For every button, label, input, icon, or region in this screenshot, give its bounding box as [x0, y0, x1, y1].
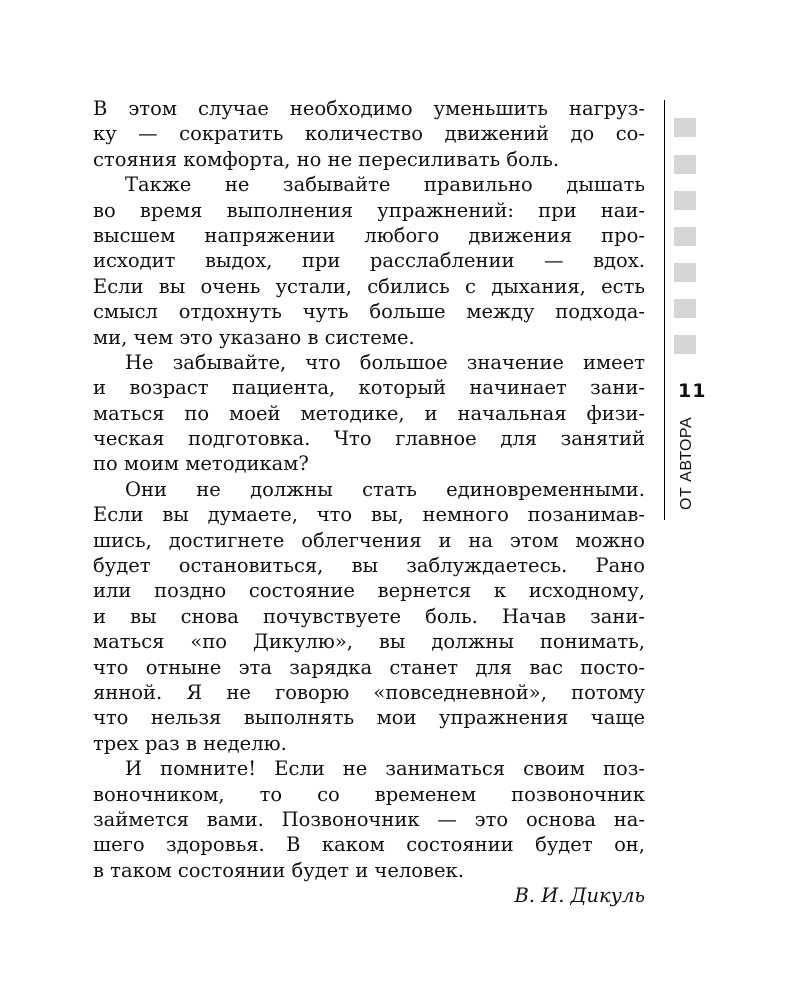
margin-square-decoration [674, 335, 696, 354]
text-line: Также не забывайте правильно дышать [125, 173, 645, 197]
text-line: и вы снова почувствуете боль. Начав зани- [93, 604, 645, 628]
text-line: ческая подготовка. Что главное для занятий [93, 427, 645, 451]
text-line: в таком состоянии будет и человек. [93, 858, 464, 882]
text-line: трех раз в неделю. [93, 731, 287, 755]
text-line: или поздно состояние вернется к исходному, [93, 579, 645, 603]
text-line: Они не должны стать единовременными. [125, 477, 645, 501]
page-number: 11 [678, 380, 707, 402]
text-line: ку — сократить количество движений до со- [93, 122, 645, 146]
margin-square-decoration [674, 118, 696, 137]
text-line: шись, достигнете облегчения и на этом можно [93, 528, 645, 552]
text-line: во время выполнения упражнений: при наи- [93, 198, 645, 222]
text-line: по моим методикам? [93, 452, 309, 476]
text-line: воночником, то со временем позвоночник [93, 782, 645, 806]
margin-square-decoration [674, 299, 696, 318]
text-line: что отныне эта зарядка станет для вас посто- [93, 655, 645, 679]
text-line: янной. Я не говорю «повседневной», потому [93, 680, 645, 704]
text-line: маться «по Дикулю», вы должны понимать, [93, 630, 645, 654]
text-line: исходит выдох, при расслаблении — вдох. [93, 249, 645, 273]
text-line: смысл отдохнуть чуть больше между подхода- [93, 300, 645, 324]
text-line: и возраст пациента, который начинает зани- [93, 376, 645, 400]
margin-square-decoration [674, 191, 696, 210]
margin-square-decoration [674, 155, 696, 174]
author-signature: В. И. Дикуль [514, 884, 645, 908]
text-line: И помните! Если не заниматься своим поз- [125, 757, 645, 781]
text-line: маться по моей методике, и начальная физи- [93, 401, 645, 425]
margin-square-decoration [674, 227, 696, 246]
text-line: Если вы думаете, что вы, немного позанимав- [93, 503, 645, 527]
text-line: займется вами. Позвоночник — это основа на- [93, 807, 645, 831]
body-text [93, 96, 645, 909]
text-line: ми, чем это указано в системе. [93, 325, 415, 349]
text-line: высшем напряжении любого движения про- [93, 223, 645, 247]
text-line: будет остановиться, вы заблуждаетесь. Рано [93, 554, 645, 578]
margin-divider [664, 100, 665, 520]
text-line: В этом случае необходимо уменьшить нагруз- [93, 97, 645, 120]
margin-square-decoration [674, 263, 696, 282]
text-line: Не забывайте, что большое значение имеет [125, 350, 645, 374]
running-section-title: ОТ АВТОРА [678, 416, 695, 510]
text-line: Если вы очень устали, сбились с дыхания, есть [93, 274, 645, 298]
text-line: шего здоровья. В каком состоянии будет он, [93, 833, 645, 857]
text-line: что нельзя выполнять мои упражнения чаще [93, 706, 645, 730]
text-line: стояния комфорта, но не пересиливать боль. [93, 147, 560, 171]
